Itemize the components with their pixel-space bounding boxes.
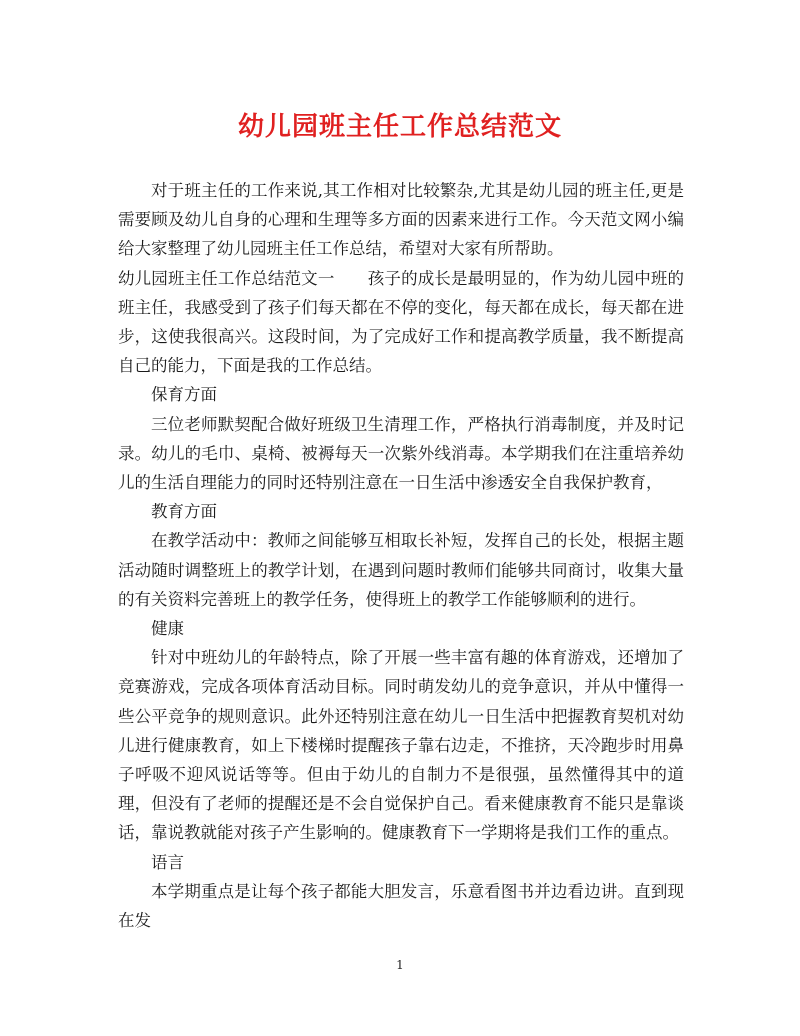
heading-care: 保育方面 bbox=[151, 385, 217, 405]
care-paragraph: 三位老师默契配合做好班级卫生清理工作，严格执行消毒制度，并及时记录。幼儿的毛巾、桌椅、被褥每天一次紫外线消毒。本学期我们在注重培养幼儿的生活自理能力的同时还特别注意在一日生活中渗透安全自我保护教育， bbox=[118, 414, 684, 493]
heading-health: 健康 bbox=[151, 619, 184, 639]
intro-paragraph: 对于班主任的工作来说,其工作相对比较繁杂,尤其是幼儿园的班主任,更是需要顾及幼儿自身的心理和生理等多方面的因素来进行工作。今天范文网小编给大家整理了幼儿园班主任工作总结，希望对大家有所帮助。 bbox=[118, 181, 684, 259]
heading-education: 教育方面 bbox=[151, 502, 217, 522]
education-paragraph: 在教学活动中：教师之间能够互相取长补短，发挥自己的长处，根据主题活动随时调整班上的教学计划，在遇到问题时教师们能够共同商讨，收集大量的有关资料完善班上的教学任务，使得班上的教学工作能够顺利的进行。 bbox=[118, 531, 684, 609]
heading-language: 语言 bbox=[151, 852, 184, 872]
document-title: 幼儿园班主任工作总结范文 bbox=[237, 112, 562, 142]
section-one-paragraph: 幼儿园班主任工作总结范文一 孩子的成长是最明显的，作为幼儿园中班的班主任，我感受到了孩子们每天都在不停的变化，每天都在成长，每天都在进步，这使我很高兴。这段时间，为了完成好工作和提高教学质量，我不断提高自己的能力，下面是我的工作总结。 bbox=[118, 268, 684, 376]
document-body bbox=[118, 176, 684, 935]
health-paragraph: 针对中班幼儿的年龄特点，除了开展一些丰富有趣的体育游戏，还增加了竞赛游戏，完成各项体育活动目标。同时萌发幼儿的竞争意识，并从中懂得一些公平竞争的规则意识。此外还特别注意在幼儿一日生活中把握教育契机对幼儿进行健康教育，如上下楼梯时提醒孩子靠右边走，不推挤，天冷跑步时用鼻子呼吸不迎风说话等等。但由于幼儿的自制力不是很强，虽然懂得其中的道理，但没有了老师的提醒还是不会自觉保护自己。看来健康教育不能只是靠谈话，靠说教就能对孩子产生影响的。健康教育下一学期将是我们工作的重点。 bbox=[118, 648, 684, 843]
language-paragraph: 本学期重点是让每个孩子都能大胆发言，乐意看图书并边看边讲。直到现在发 bbox=[118, 881, 684, 931]
page-number: 1 bbox=[396, 958, 404, 972]
